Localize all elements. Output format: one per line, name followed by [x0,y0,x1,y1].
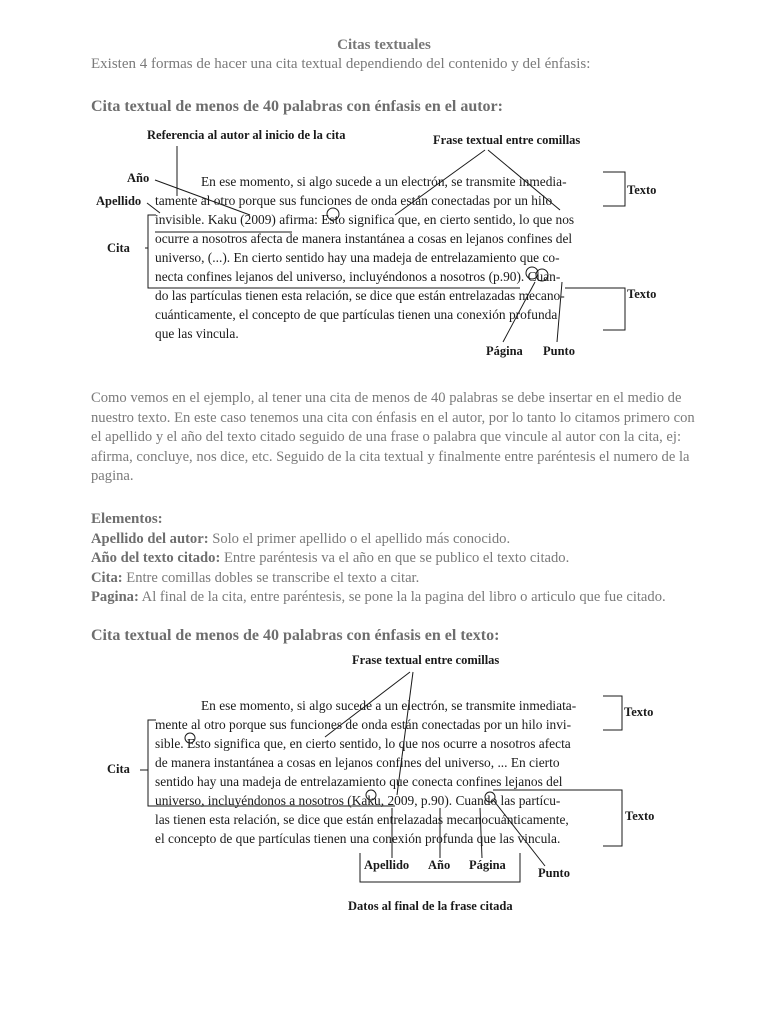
elemento-desc: Al final de la cita, entre paréntesis, se pone la la pagina del libro o articulo que fue citado. [138,589,666,606]
fig2-label-apellido: Apellido [364,858,410,872]
elemento-item-cita [91,569,711,589]
fig2-line: sible. Esto significa que, en cierto sentido, lo que nos ocurre a nosotros afecta [155,736,571,751]
fig1-label-texto-top: Texto [627,183,657,197]
fig1-line: cuánticamente, el concepto de que partículas tienen una conexión profunda [155,307,558,322]
elemento-desc: Solo el primer apellido o el apellido más conocido. [208,530,511,547]
fig1-label-apellido: Apellido [96,194,142,208]
intro-text: Existen 4 formas de hacer una cita textual dependiendo del contenido y del énfasis: [91,56,591,72]
page-title: Citas textuales [337,37,431,53]
fig2-line: de manera instantánea a cosas en lejanos confines del universo, ... En cierto [155,755,560,770]
elemento-term: Cita: [91,569,123,586]
section2-heading: Cita textual de menos de 40 palabras con énfasis en el texto: [91,627,500,644]
elemento-term: Pagina: [91,589,139,606]
fig2-line: En ese momento, si algo sucede a un electrón, se transmite inmediata- [201,698,577,713]
fig1-line: En ese momento, si algo sucede a un electrón, se transmite inmedia- [201,174,567,189]
fig2-label-datos: Datos al final de la frase citada [348,899,513,913]
fig1-label-referencia: Referencia al autor al inicio de la cita [147,128,346,142]
elemento-desc: Entre comillas dobles se transcribe el texto a citar. [122,569,420,586]
fig1-example-text [155,172,625,343]
explanation-paragraph: Como vemos en el ejemplo, al tener una cita de menos de 40 palabras se debe insertar en el medio de nuestro texto. En este caso tenemos una cita con énfasis en el autor, por lo tanto lo citamos primero con el apellido y el año del texto citado seguido de una frase o palabra que vincule al autor con la cita, ej: afirma, concluye, nos dice, etc. Seguido de la cita textual y finalmente entre paréntesis el numero de la pagina. [91,390,695,485]
elemento-item-apellido [91,530,711,550]
fig2-line: las tienen esta relación, se dice que están entrelazadas mecanocuánticamente, [155,812,569,827]
elemento-term: Apellido del autor: [91,530,209,547]
fig1-line: universo, (...). En cierto sentido hay una madeja de entrelazamiento que co- [155,250,560,265]
elemento-desc: Entre paréntesis va el año en que se publico el texto citado. [220,550,570,567]
fig1-line: invisible. Kaku (2009) afirma: Esto significa que, en cierto sentido, lo que nos [155,212,575,227]
fig1-label-frase: Frase textual entre comillas [433,133,581,147]
fig1-line: do las partículas tienen esta relación, se dice que están entrelazadas mecano- [155,288,565,303]
elementos-heading: Elementos: [91,511,163,527]
fig2-label-texto-top: Texto [624,705,654,719]
section1-heading: Cita textual de menos de 40 palabras con énfasis en el autor: [91,98,503,115]
fig2-line: el concepto de que partículas tienen una conexión profunda que las vincula. [155,831,561,846]
fig1-line: necta confines lejanos del universo, incluyéndonos a nosotros (p.90). Cuan- [155,269,561,284]
fig1-line: tamente al otro porque sus funciones de onda están conectadas por un hilo [155,193,553,208]
fig1-line: ocurre a nosotros afecta de manera instantánea a cosas en lejanos confines del [155,231,573,246]
fig2-line: mente al otro porque sus funciones de onda están conectadas por un hilo invi- [155,717,572,732]
fig1-label-anio: Año [127,171,150,185]
fig1-label-punto: Punto [543,344,575,358]
fig1-label-pagina: Página [486,344,523,358]
fig1-label-texto-bottom: Texto [627,287,657,301]
elemento-item-pagina [91,588,703,608]
elemento-item-anio [91,549,711,569]
fig1-label-cita: Cita [107,241,130,255]
fig2-label-pagina: Página [469,858,506,872]
fig2-bracket-cita [140,720,156,770]
elementos-block [91,510,711,608]
fig2-line: universo, incluyéndonos a nosotros (Kaku, 2009, p.90). Cuando las partícu- [155,793,561,808]
fig1-line: que las vincula. [155,326,239,341]
fig2-label-frase: Frase textual entre comillas [352,653,500,667]
fig2-example-text [155,696,625,848]
fig2-label-cita: Cita [107,762,130,776]
fig2-line: sentido hay una madeja de entrelazamiento que conecta confines lejanos del [155,774,563,789]
fig2-label-anio: Año [428,858,451,872]
elemento-term: Año del texto citado: [91,550,221,567]
fig2-label-texto-bottom: Texto [625,809,655,823]
fig2-label-punto: Punto [538,866,570,880]
